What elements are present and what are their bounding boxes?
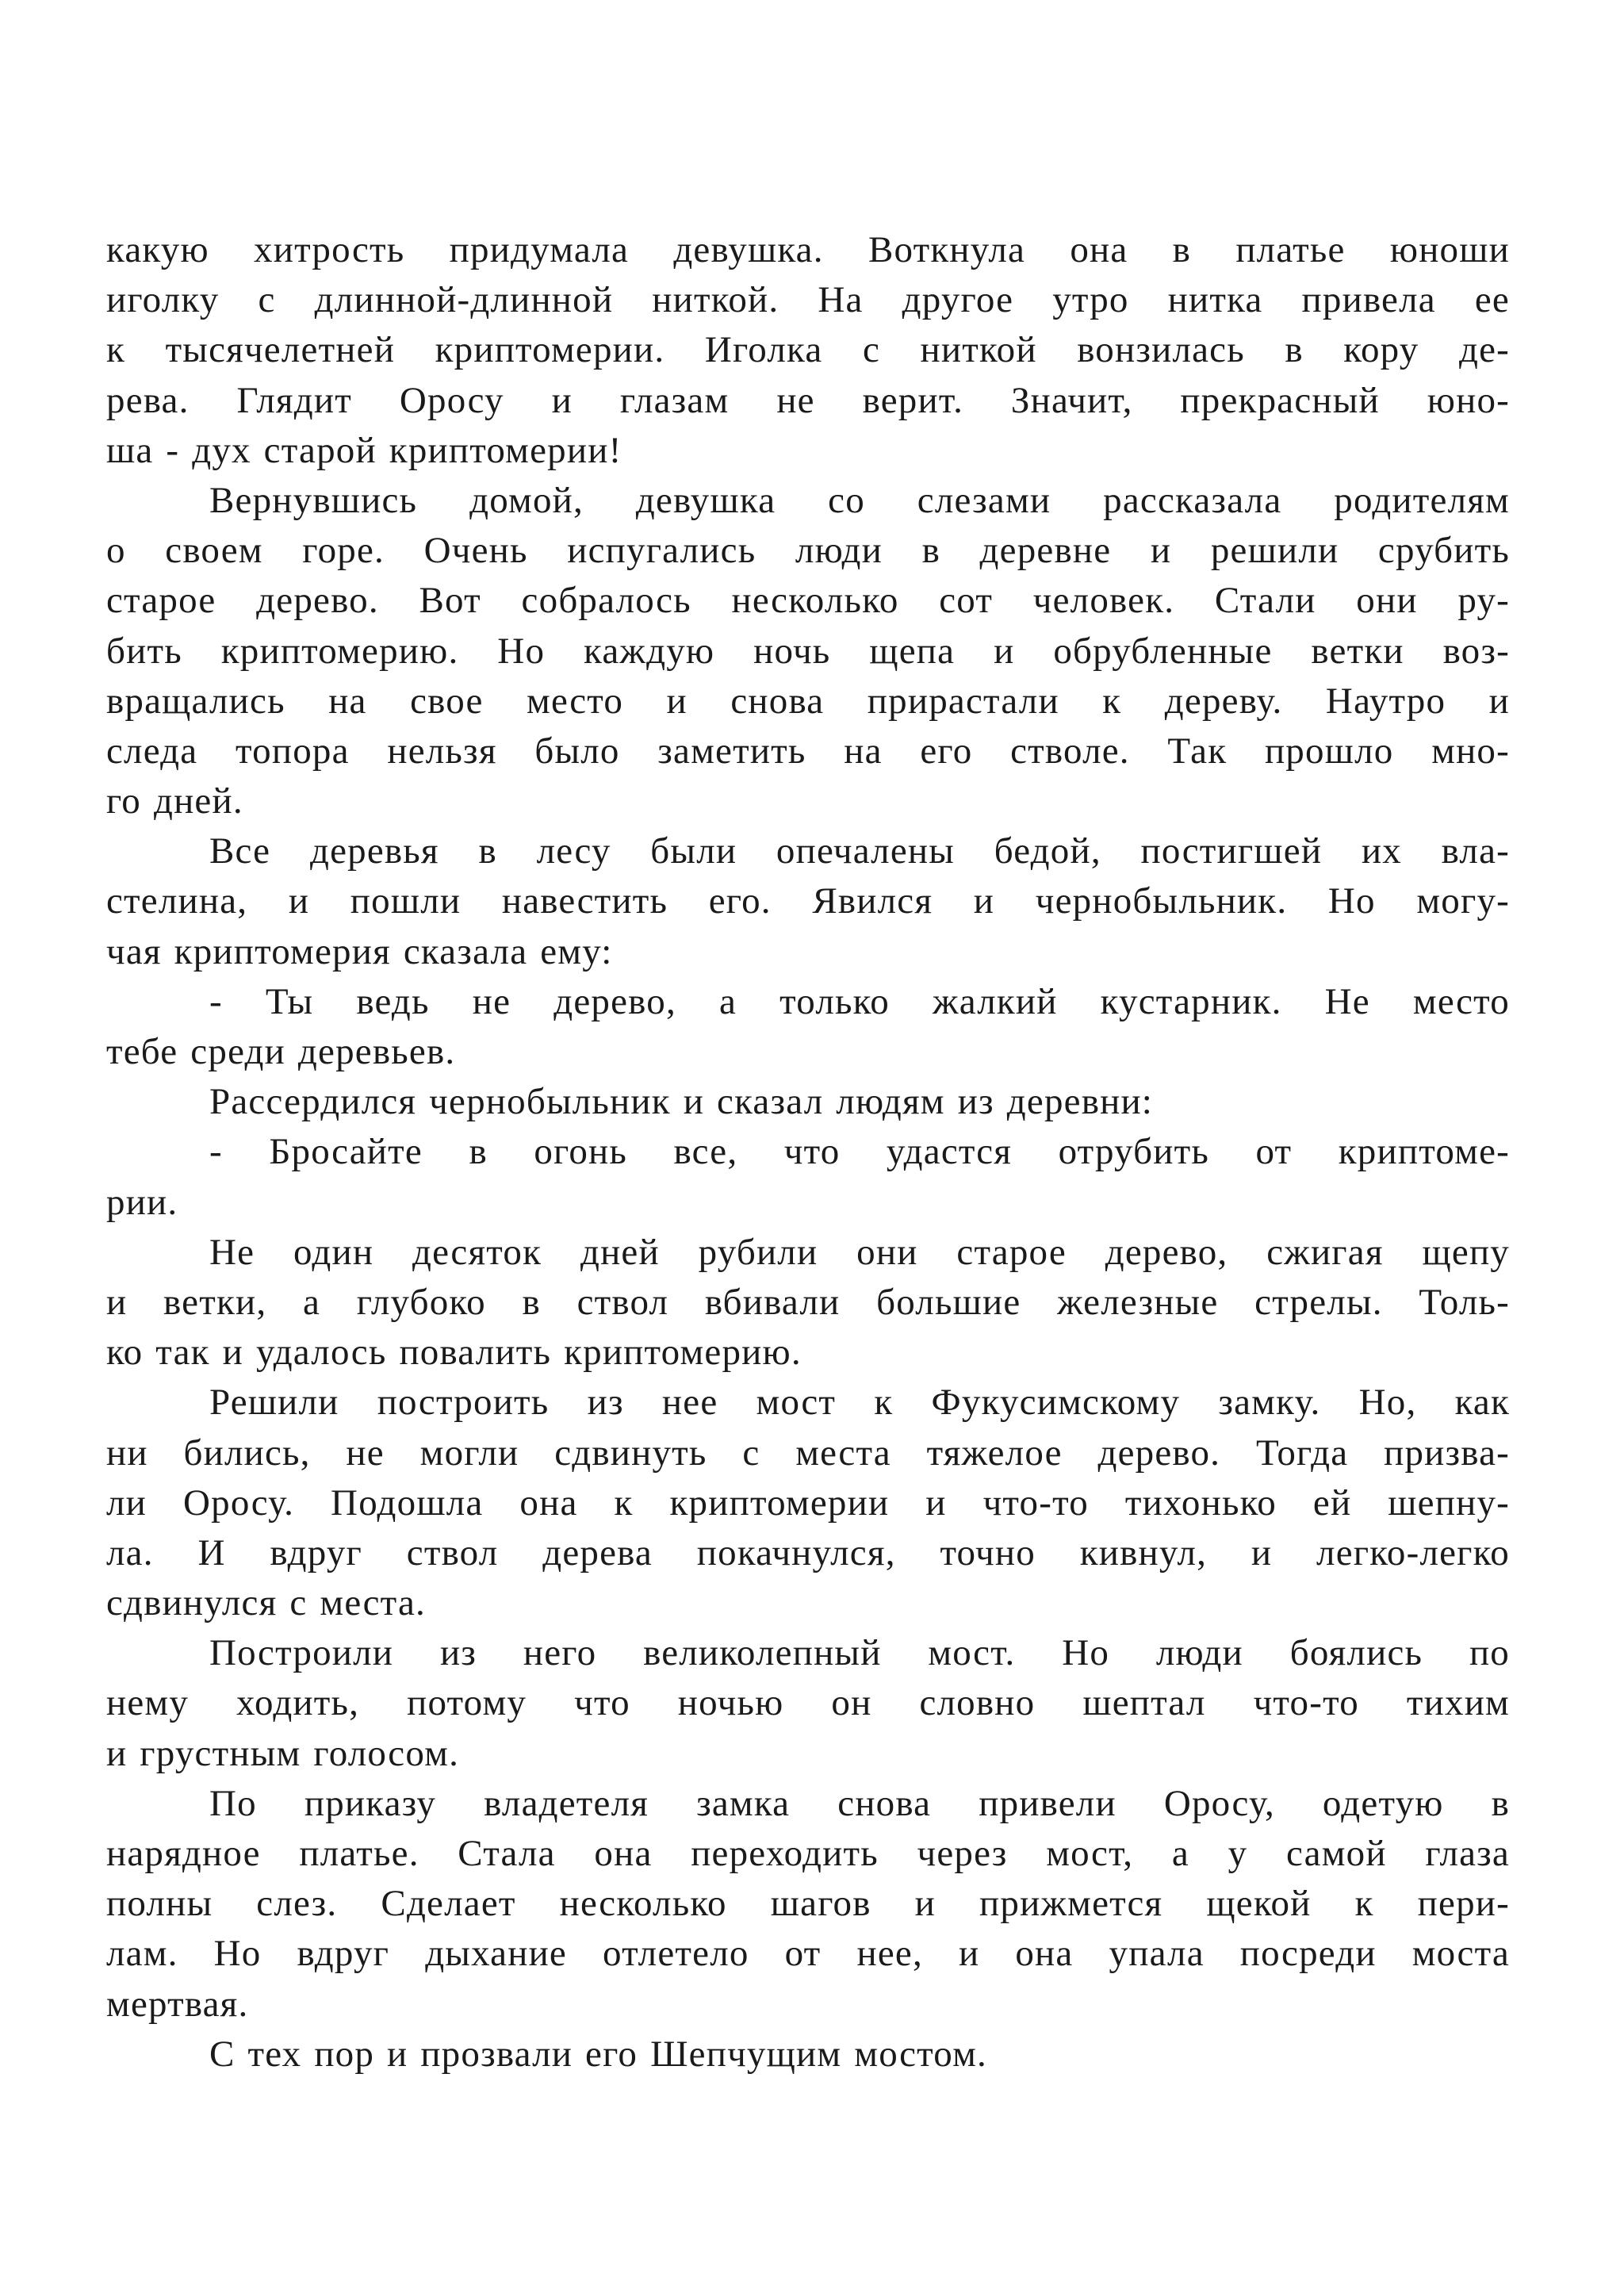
text-line: Построили из него великолепный мост. Но люди боялись по: [209, 1632, 1510, 1674]
text-line: стелина, и пошли навестить его. Явился и чернобыльник. Но могу-: [106, 880, 1510, 922]
text-line: старое дерево. Вот собралось несколько сот человек. Стали они ру-: [106, 580, 1510, 622]
text-line: о своем горе. Очень испугались люди в деревне и решили срубить: [106, 530, 1510, 572]
text-line: - Бросайте в огонь все, что удастся отрубить от криптоме-: [209, 1131, 1510, 1173]
text-line: Решили построить из нее мост к Фукусимскому замку. Но, как: [209, 1382, 1510, 1424]
text-line: го дней.: [106, 780, 243, 822]
text-line: Все деревья в лесу были опечалены бедой, постигшей их вла-: [209, 830, 1510, 872]
text-line: С тех пор и прозвали его Шепчущим мостом.: [209, 2033, 987, 2075]
text-line: мертвая.: [106, 1983, 249, 2025]
text-line: нарядное платье. Стала она переходить через мост, а у самой глаза: [106, 1833, 1510, 1874]
text-line: следа топора нельзя было заметить на его стволе. Так прошло мно-: [106, 730, 1510, 772]
text-line: полны слез. Сделает несколько шагов и прижмется щекой к пери-: [106, 1883, 1510, 1925]
text-line: и ветки, а глубоко в ствол вбивали большие железные стрелы. Толь-: [106, 1281, 1510, 1323]
text-line: чая криптомерия сказала ему:: [106, 930, 613, 972]
text-line: бить криптомерию. Но каждую ночь щепа и обрубленные ветки воз-: [106, 630, 1510, 672]
text-line: ко так и удалось повалить криптомерию.: [106, 1332, 802, 1374]
text-line: к тысячелетней криптомерии. Иголка с ниткой вонзилась в кору де-: [106, 329, 1510, 371]
text-line: иголку с длинной-длинной ниткой. На другое утро нитка привела ее: [106, 279, 1510, 321]
text-line: вращались на свое место и снова прирастали к дереву. Наутро и: [106, 680, 1510, 722]
text-line: и грустным голосом.: [106, 1732, 460, 1774]
text-line: тебе среди деревьев.: [106, 1031, 456, 1072]
text-line: Рассердился чернобыльник и сказал людям из деревни:: [209, 1081, 1154, 1123]
text-line: Не один десяток дней рубили они старое дерево, сжигая щепу: [209, 1231, 1510, 1273]
text-line: ли Оросу. Подошла она к криптомерии и что-то тихонько ей шепну-: [106, 1481, 1510, 1524]
text-line: Вернувшись домой, девушка со слезами рассказала родителям: [209, 479, 1510, 521]
text-line: сдвинулся с места.: [106, 1582, 426, 1624]
text-line: какую хитрость придумала девушка. Воткнула она в платье юноши: [106, 229, 1510, 270]
text-line: рии.: [106, 1181, 178, 1223]
text-line: рева. Глядит Оросу и глазам не верит. Значит, прекрасный юно-: [106, 379, 1510, 421]
text-line: По приказу владетеля замка снова привели Оросу, одетую в: [209, 1782, 1510, 1824]
text-line: ла. И вдруг ствол дерева покачнулся, точно кивнул, и легко-легко: [106, 1531, 1510, 1573]
text-line: ша - дух старой криптомерии!: [106, 429, 622, 471]
body-text: [106, 225, 1510, 2079]
text-line: нему ходить, потому что ночью он словно шептал что-то тихим: [106, 1682, 1510, 1724]
text-line: - Ты ведь не дерево, а только жалкий кустарник. Не место: [209, 980, 1510, 1022]
text-line: ни бились, не могли сдвинуть с места тяжелое дерево. Тогда призва-: [106, 1432, 1510, 1474]
text-line: лам. Но вдруг дыхание отлетело от нее, и она упала посреди моста: [106, 1933, 1510, 1975]
